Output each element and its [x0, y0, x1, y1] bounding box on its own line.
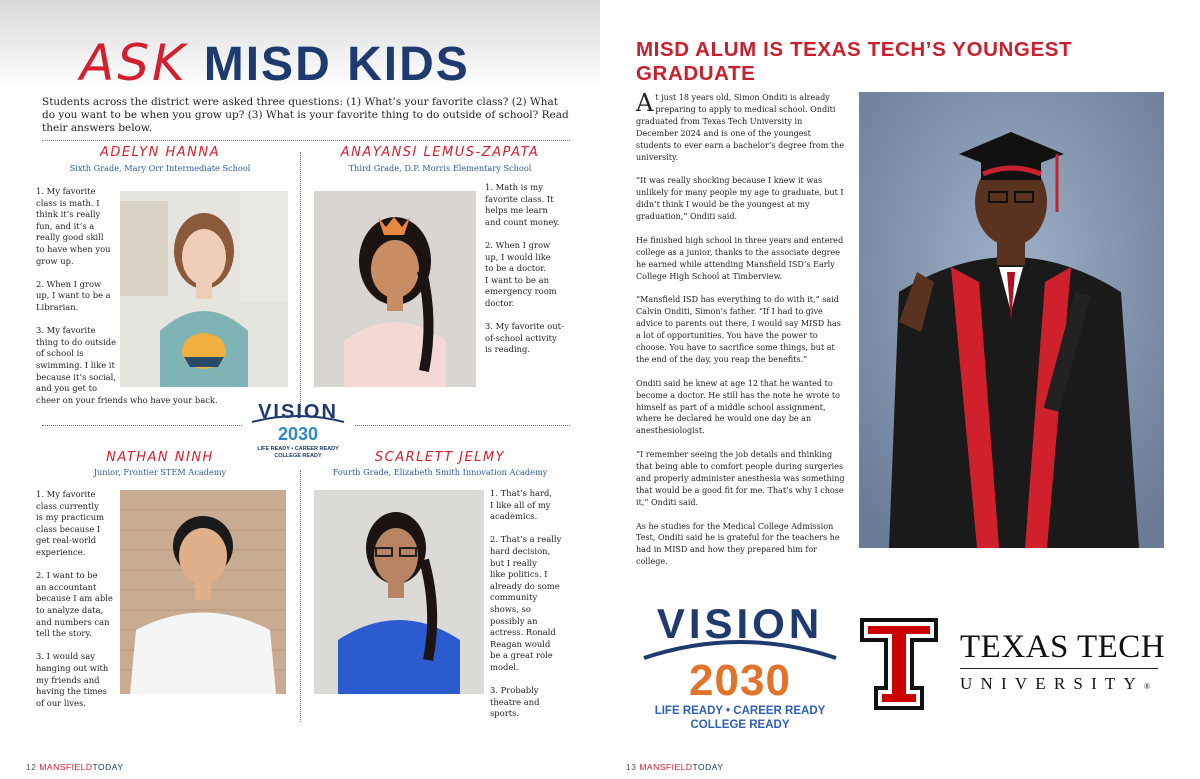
- page-number: 13: [626, 762, 637, 772]
- kid-school: Fourth Grade, Elizabeth Smith Innovation Academy: [332, 467, 548, 477]
- intro-paragraph: Students across the district were asked three questions: (1) What’s your favorite class? (2) What do you want to be when you grow up? (3) What is your favorite thing to do outside of school? Read their answers below.: [42, 96, 569, 134]
- kid-answers: 1. My favorite class is math. I think it’s really fun, and it’s a really good skill to have when you grow up. 2. When I grow up, I want to be a Librarian. 3. My favorite thing to do outside of school is swimming. I like it because it’s social, and you get to cheer on your friends who have your back.: [36, 186, 218, 405]
- footer-brand: MANSFIELD: [639, 762, 693, 772]
- kid-school: Third Grade, D.P. Morris Elementary School: [348, 163, 532, 173]
- article-paragraph: “Mansfield ISD has everything to do with it,” said Calvin Onditi, Simon’s father. “If I had to give advice to parents out there, I would say MISD has a lot of opportunities. You have the power to choose. You have to sacrifice some things, but at the end of the day, you reap the benefits.”: [636, 295, 841, 364]
- article-paragraph: Onditi said he knew at age 12 that he wanted to become a doctor. He still has the note he wrote to himself as part of a middle school assignment, where he declared he would one day be an anesthesiologist.: [636, 378, 840, 436]
- footer-brand: TODAY: [92, 762, 124, 772]
- texas-tech-wordmark: [960, 629, 1166, 696]
- divider: [42, 425, 242, 426]
- divider: [300, 152, 301, 410]
- drop-cap: A: [636, 89, 654, 117]
- divider: [42, 140, 570, 141]
- article-paragraph: He finished high school in three years and entered college as a junior, thanks to the associate degree he earned while attending Mansfield ISD’s Early College High School at Timberview.: [636, 235, 844, 281]
- kid-answers: 1. Math is my favorite class. It helps me learn and count money. 2. When I grow up, I would like to be a doctor. I want to be an emergency room doctor. 3. My favorite out- of-school activity is reading.: [485, 182, 564, 355]
- page-title: [80, 34, 470, 94]
- logo-tagline: COLLEGE READY: [274, 453, 322, 459]
- wordmark-line1: TEXAS TECH: [960, 629, 1166, 665]
- student-photo: [120, 191, 288, 387]
- vision-2030-logo: [640, 600, 840, 735]
- kid-school: Junior, Frontier STEM Academy: [93, 467, 227, 477]
- wordmark-line2: UNIVERSITY®: [960, 674, 1151, 693]
- logo-year: 2030: [689, 656, 791, 705]
- page-number: 12: [26, 762, 37, 772]
- page-footer: [626, 762, 724, 772]
- logo-word: VISION: [258, 401, 338, 423]
- student-photo: [120, 490, 286, 694]
- kid-name: SCARLETT JELMY: [374, 450, 506, 465]
- logo-tagline: LIFE READY • CAREER READY: [654, 705, 826, 717]
- title-script: ASK: [80, 34, 188, 92]
- logo-year: 2030: [277, 424, 319, 444]
- kid-answers: 1. My favorite class currently is my practicum class because I get real-world experience. 2. I want to be an accountant because I am able to analyze data, and numbers can tell the story. 3. I would say hanging out with my friends and having the times of our lives.: [36, 489, 113, 708]
- kid-name: NATHAN NINH: [106, 450, 214, 465]
- divider: [300, 470, 301, 722]
- graduate-photo: [859, 92, 1164, 548]
- divider: [355, 425, 570, 426]
- kid-name: ANAYANSI LEMUS-ZAPATA: [340, 145, 540, 160]
- logo-tagline: COLLEGE READY: [690, 719, 790, 731]
- texas-tech-double-t-logo: [858, 616, 940, 712]
- kid-name: ADELYN HANNA: [100, 145, 220, 160]
- article-title: MISD ALUM IS TEXAS TECH’S YOUNGEST GRADUATE: [636, 38, 1073, 85]
- wordmark-rule: [960, 668, 1158, 669]
- footer-brand: MANSFIELD: [39, 762, 93, 772]
- kid-answers: 1. That’s hard, I like all of my academics. 2. That’s a really hard decision, but I really like politics. I already do some community shows, so possibly an actress. Ronald Reagan would be a great role model. 3. Probably theatre and sports.: [490, 488, 562, 719]
- page-footer: [26, 762, 124, 772]
- registered-mark: ®: [1144, 682, 1151, 691]
- logo-word: VISION: [656, 600, 824, 647]
- kid-school: Sixth Grade, Mary Orr Intermediate School: [69, 163, 251, 173]
- student-photo: [314, 490, 484, 694]
- logo-tagline: LIFE READY • CAREER READY: [257, 446, 339, 452]
- article-paragraph: As he studies for the Medical College Admission Test, Onditi said he is grateful for the teachers he had in MISD and how they prepared him for college.: [636, 521, 840, 567]
- article-paragraph: “It was really shocking because I knew it was unlikely for many people my age to graduate, but I didn’t think I would be the youngest at my graduation,” Onditi said.: [636, 176, 844, 222]
- student-photo: [314, 191, 476, 387]
- article-paragraph: “I remember seeing the job details and thinking that being able to comfort people during surgeries and properly administer anesthesia was something that would be a good fit for me. That’s why I chose it,” Onditi said.: [636, 450, 845, 507]
- article-body: [636, 89, 846, 580]
- title-bold: MISD KIDS: [203, 38, 470, 91]
- footer-brand: TODAY: [692, 762, 724, 772]
- article-paragraph: At just 18 years old, Simon Onditi is already preparing to apply to medical school. Onditi graduated from Texas Tech University in December 2024 and is one of the youngest students to ever earn a bachelor’s degree from the university.: [636, 89, 845, 162]
